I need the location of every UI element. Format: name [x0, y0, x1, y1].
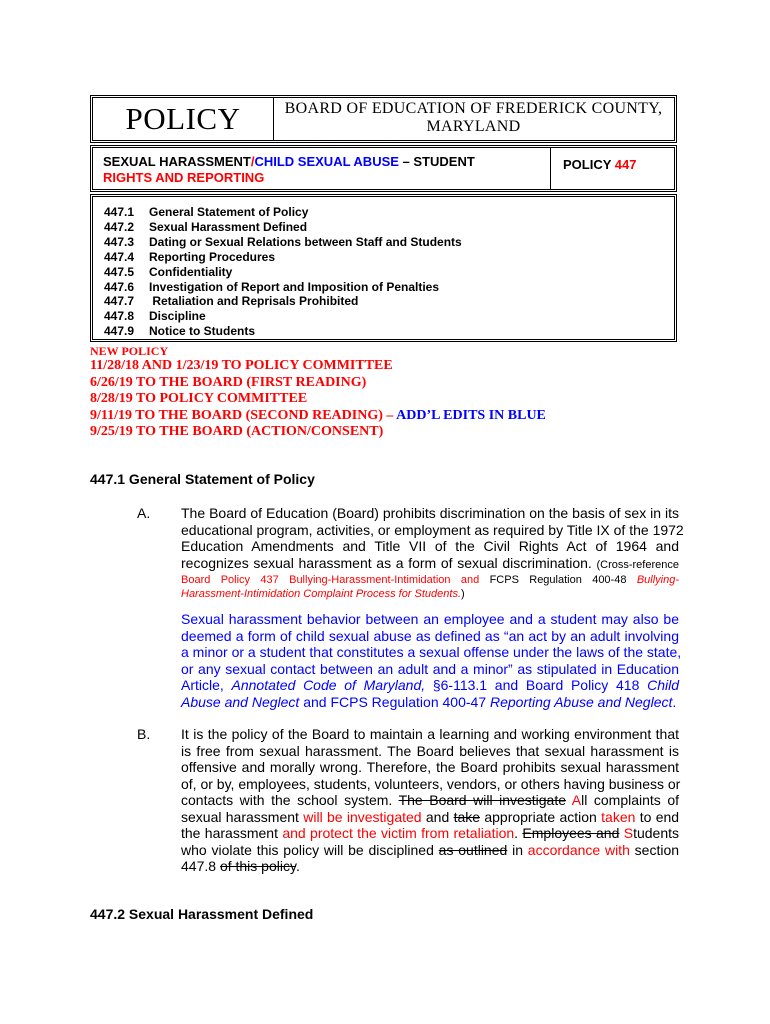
b-l9a: 447.8 [181, 858, 217, 874]
new-policy-label: NEW POLICY [90, 344, 169, 358]
history-line4-edits: ADD’L EDITS IN BLUE [396, 408, 546, 423]
history-line5: 9/25/19 TO THE BOARD (ACTION/CONSENT) [90, 424, 384, 439]
b-l5b: The Board will investigate [398, 792, 567, 808]
board-name-line2: MARYLAND [426, 118, 521, 135]
paragraph-b-line7 [181, 825, 679, 842]
b-l7d: Employees and [522, 825, 620, 841]
blue-line5d: Child [647, 677, 679, 693]
b-l5c: A [571, 792, 582, 808]
b-l7b: and protect the victim from retaliation [282, 825, 515, 841]
blue-line5b: Annotated Code of Maryland, [231, 677, 426, 693]
title-slash: / [250, 154, 255, 169]
title-part4: RIGHTS AND REPORTING [103, 170, 265, 185]
toc-item-number: 447.8 [104, 309, 135, 324]
xref-fcps: FCPS Regulation 400-48 [489, 574, 627, 586]
toc-item-label: General Statement of Policy [149, 205, 309, 219]
toc-item [104, 205, 462, 220]
paragraph-b-line5 [181, 792, 679, 809]
toc-item-label: Investigation of Report and Imposition of Penalties [149, 279, 440, 294]
blue-line1: Sexual harassment behavior between an employee and a student may also be [181, 611, 679, 627]
policy-label: POLICY [563, 157, 612, 172]
title-part3: – STUDENT [398, 154, 475, 169]
b-l6d: take [453, 808, 481, 825]
paragraph-b-line2: is free from sexual harassment. The Board believes that sexual harassment is [181, 742, 679, 759]
blue-line2: deemed a form of child sexual abuse as defined as “an act by an adult involving [181, 627, 679, 644]
paragraph-b-line1: It is the policy of the Board to maintain a learning and working environment that [181, 726, 679, 742]
policy-word: POLICY [93, 98, 274, 140]
paragraph-b-line9 [181, 858, 679, 875]
toc-item [104, 250, 462, 265]
paragraph-a-line2: educational program, activities, or employment as required by Title IX of the 1972 [181, 521, 684, 538]
history-line1: 11/28/18 AND 1/23/19 TO POLICY COMMITTEE [90, 358, 393, 373]
blue-line5c: §6-113.1 and Board Policy 418 [432, 677, 640, 693]
b-l8c: in [512, 841, 523, 858]
board-name [273, 100, 674, 136]
policy-title [93, 148, 551, 189]
policy-number-cell [563, 157, 637, 172]
toc-item-number: 447.2 [104, 219, 135, 234]
blue-line6b: and FCPS Regulation 400-47 [303, 693, 487, 710]
xref-board: Board Policy 437 Bullying-Harassment-Intimidation and [181, 574, 480, 586]
b-l9b: of this policy [219, 858, 296, 874]
toc-item [104, 294, 462, 309]
history-line4 [90, 408, 546, 424]
title-part1: SEXUAL HARASSMENT [103, 154, 251, 169]
toc-item-number: 447.3 [104, 234, 135, 249]
b-l5a: contacts with the school system. [181, 792, 393, 808]
b-l9c: . [295, 858, 300, 874]
xref-close: ) [461, 588, 465, 600]
toc-item-number: 447.1 [104, 205, 135, 219]
board-name-line1: BOARD OF EDUCATION OF FREDERICK COUNTY, [284, 100, 663, 117]
toc-item [104, 235, 462, 250]
toc-item-label: Discipline [149, 309, 206, 324]
toc-item-label: Notice to Students [149, 324, 256, 339]
section-447-1-heading: 447.1 General Statement of Policy [90, 471, 315, 487]
history-line2: 6/26/19 TO THE BOARD (FIRST READING) [90, 375, 367, 390]
toc-list [104, 205, 462, 339]
b-l8a: who violate this policy will be disciplined [181, 841, 434, 858]
toc-item [104, 280, 462, 295]
policy-header [90, 95, 677, 143]
title-part2: CHILD SEXUAL ABUSE [254, 154, 399, 169]
paragraph-a-line3: Education Amendments and Title VII of the Civil Rights Act of 1964 and [181, 538, 679, 554]
paragraph-a [181, 505, 684, 601]
blue-line6 [181, 694, 679, 711]
blue-line6c: Reporting Abuse and Neglect [490, 693, 673, 710]
b-l7a: the harassment [181, 825, 278, 841]
paragraph-b [181, 726, 679, 875]
b-l8d: accordance with [527, 841, 630, 858]
section-447-2-heading: 447.2 Sexual Harassment Defined [90, 906, 314, 922]
blue-line5a: Article, [181, 677, 224, 693]
b-l6b: will be investigated [303, 808, 422, 825]
policy-title-box [90, 145, 677, 192]
toc-item-number: 447.6 [104, 279, 135, 294]
toc-item-label: Sexual Harassment Defined [149, 219, 308, 234]
blue-line3: a minor or a student that constitutes a sexual offense under the laws of the state, [181, 644, 682, 660]
paragraph-b-line4: of, or by, employees, students, volunteers, vendors, or others having business or [181, 775, 681, 792]
xref-cont: Harassment-Intimidation Complaint Process for Students. [181, 588, 462, 600]
b-l6c: and [425, 808, 450, 825]
paragraph-a-line1: The Board of Education (Board) prohibits discrimination on the basis of sex in its [181, 505, 679, 521]
toc-item [104, 309, 462, 324]
b-l7f: tudents [633, 825, 680, 841]
b-l8b: as outlined [438, 841, 508, 858]
table-of-contents [90, 194, 677, 342]
b-l5d: ll complaints of [581, 792, 679, 808]
paragraph-a-line4 [181, 555, 679, 574]
toc-item-number: 447.4 [104, 249, 135, 264]
paragraph-b-line6 [181, 809, 679, 826]
blue-line5 [181, 677, 679, 694]
toc-item-number: 447.7 [104, 294, 135, 309]
paragraph-a-letter: A. [137, 505, 151, 521]
b-l6f: taken [601, 808, 636, 825]
paragraph-b-line3: offensive and morally wrong. Therefore, the Board prohibits sexual harassment [181, 759, 679, 775]
xref-open: (Cross-reference [596, 558, 679, 571]
b-l7c: . [514, 825, 519, 841]
b-l6e: appropriate action [484, 808, 597, 825]
blue-line6a: Abuse and Neglect [181, 693, 300, 710]
toc-item-label: Dating or Sexual Relations between Staff and Students [149, 234, 462, 249]
xref-line [181, 573, 679, 587]
toc-item-label: Retaliation and Reprisals Prohibited [149, 294, 359, 309]
toc-item-number: 447.5 [104, 264, 135, 279]
toc-item [104, 265, 462, 280]
b-l6a: sexual harassment [181, 808, 299, 825]
xref-line2 [181, 587, 679, 601]
paragraph-b-letter: B. [137, 726, 151, 742]
policy-number: 447 [614, 157, 637, 172]
b-l7e: S [623, 825, 634, 841]
toc-item [104, 220, 462, 235]
history-line3: 8/28/19 TO POLICY COMMITTEE [90, 391, 308, 406]
toc-item-label: Confidentiality [149, 264, 233, 279]
b-l8e: section [634, 841, 680, 858]
xref-bully: Bullying- [636, 574, 679, 586]
history-line4-date: 9/11/19 TO THE BOARD (SECOND READING) – [90, 408, 397, 423]
toc-item-number: 447.9 [104, 324, 135, 339]
b-l6g: to end [639, 808, 680, 825]
blue-line4: or any sexual contact between an adult and a minor” as stipulated in Education [181, 660, 679, 677]
blue-line6d: . [672, 693, 677, 710]
toc-item [104, 324, 462, 339]
paragraph-a-blue [181, 611, 682, 710]
toc-item-label: Reporting Procedures [149, 249, 276, 264]
paragraph-a-line4-text: recognizes sexual harassment as a form of sexual discrimination. [181, 554, 592, 571]
paragraph-b-line8 [181, 842, 679, 859]
